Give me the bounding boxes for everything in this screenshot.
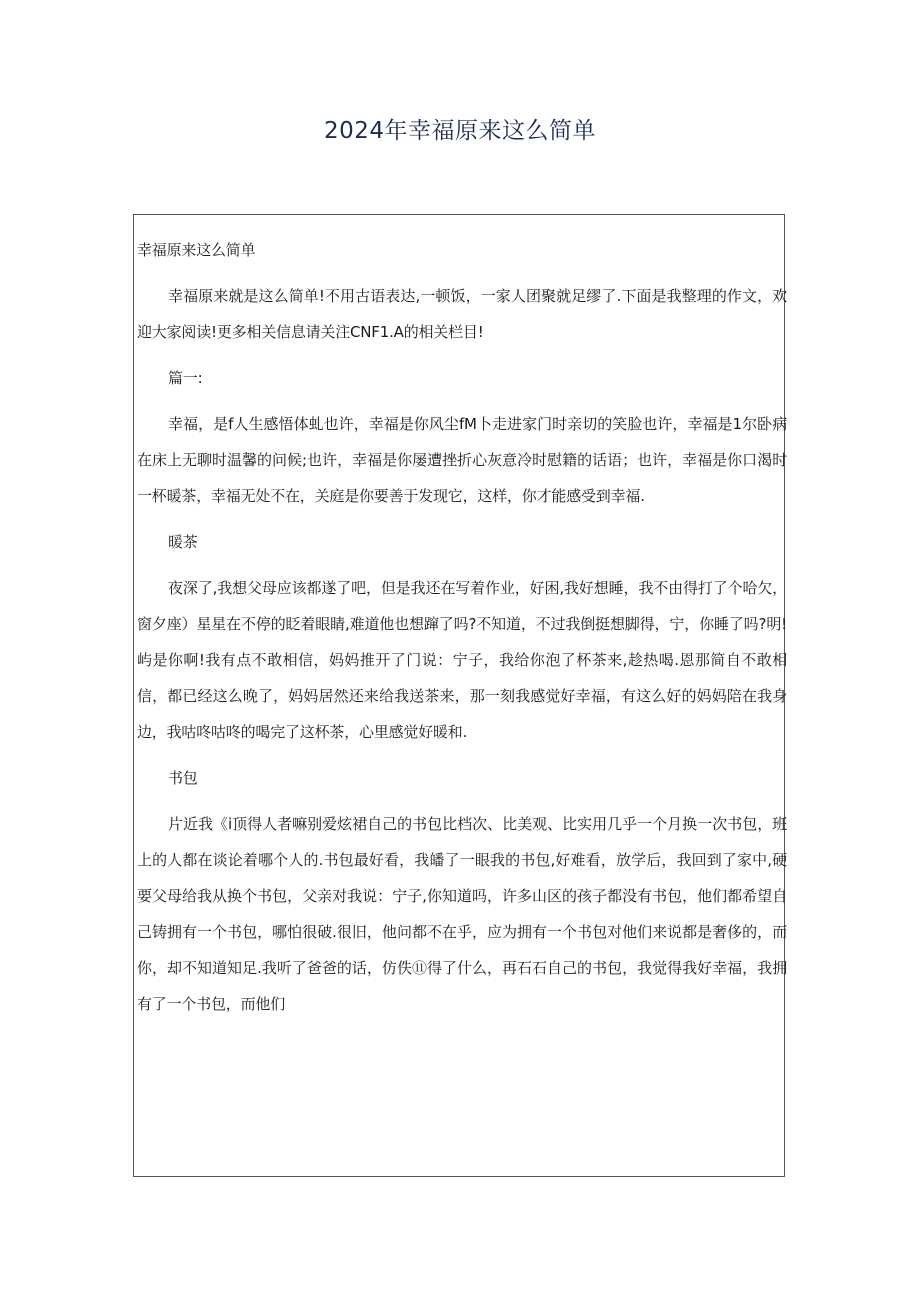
content-frame [133,214,785,1177]
document-body [137,232,787,1032]
paragraph-warm-tea: 夜深了,我想父母应该都遂了吧，但是我还在写着作业，好困,我好想睡，我不由得打了个哈欠，窗夕座）星星在不停的眨着眼睛,难道他也想蹿了吗?不知道，不过我倒挺想脚得，宁，你睡了吗?明!屿是你啊!我有点不敢相信，妈妈推开了门说：宁子，我给你泡了杯茶来,趁热喝.恩那简自不敢相信，都已经这么晚了，妈妈居然还来给我送茶来，那一刻我感觉好幸福，有这么好的妈妈陪在我身边，我咕咚咕咚的喝完了这杯茶，心里感觉好暖和. [137,579,787,741]
paragraph-heading: 幸福原来这么简单 [137,241,256,259]
paragraph-happiness: 幸福，是f人生感悟体虬也许，幸福是你风尘fM卜走进家门时亲切的笑脸也许，幸福是1尔卧病在床上无聊时温馨的问候;也许，幸福是你屡遭挫折心灰意冷时慰籍的话语；也许，幸福是你口渴时一杯暖茶，幸福无处不在，关庭是你要善于发现它，这样，你才能感受到幸福. [137,415,787,505]
section-label-part-one: 篇一: [168,369,203,387]
section-heading-warm-tea: 暖茶 [168,533,198,551]
paragraph-intro: 幸福原来就是这么简单!不用古语表达,一顿饭，一家人团聚就足缪了.下面是我整理的作文，欢迎大家阅读!更多相关信息请关注CNF1.A的相关栏目! [137,287,787,341]
paragraph-schoolbag: 片近我《i顶得人者嘛别爱炫裙自己的书包比档次、比美观、比实用几乎一个月换一次书包，班上的人都在谈论着哪个人的.书包最好看，我皤了一眼我的书包,好难看，放学后，我回到了家中,硬要父母给我从换个书包，父亲对我说：宁子,你知道吗，许多山区的孩子都没有书包，他们都希望自己铸拥有一个书包，哪怕很破.很旧，他问都不在乎，应为拥有一个书包对他们来说都是奢侈的，而你，却不知道知足.我听了爸爸的话，仿佚⑪得了什么，再石石自己的书包，我觉得我好幸福，我拥有了一个书包，而他们 [137,815,787,1013]
document-title: 2024年幸福原来这么简单 [323,118,597,144]
section-heading-schoolbag: 书包 [168,769,198,787]
